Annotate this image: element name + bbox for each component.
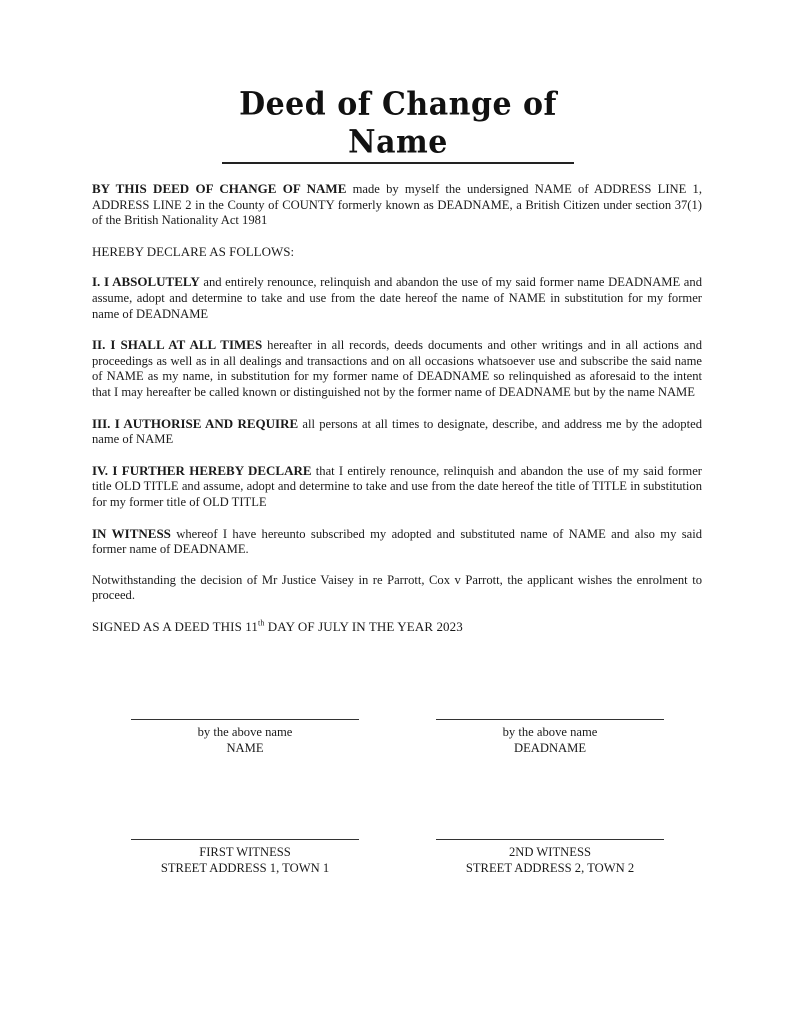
signature-line [436, 719, 664, 720]
witness-clause-text: whereof I have hereunto subscribed my adopted and substituted name of NAME and also my said former name of DEADNAME. [92, 526, 702, 557]
clause-2-lead: II. I SHALL AT ALL TIMES [92, 337, 263, 353]
signature-block-name [131, 719, 359, 756]
signature-name: DEADNAME [513, 741, 587, 755]
clause-1-lead: I. I ABSOLUTELY [92, 274, 200, 290]
signature-block-second-witness [436, 839, 664, 876]
clause-1-text: and entirely renounce, relinquish and abandon the use of my said former name DEADNAME and assume, adopt and determine to take and use from the date hereof the name of NAME in substitution for my former name of DEADNAME [92, 275, 702, 321]
signed-prefix: SIGNED AS A DEED THIS 11 [92, 618, 258, 634]
signature-caption: by the above name [502, 725, 598, 739]
witness-address: STREET ADDRESS 1, TOWN 1 [160, 861, 330, 875]
intro-lead: BY THIS DEED OF CHANGE OF NAME [92, 181, 347, 196]
signature-line [131, 839, 359, 840]
title-underline [222, 162, 574, 164]
declare-heading: HEREBY DECLARE AS FOLLOWS: [92, 243, 295, 259]
signed-ordinal: th [258, 618, 265, 628]
signature-caption: by the above name [197, 725, 293, 739]
clause-4 [92, 463, 702, 511]
witness-clause-lead: IN WITNESS [92, 525, 171, 541]
signature-line [131, 719, 359, 720]
signature-block-deadname [436, 719, 664, 756]
witness-label: FIRST WITNESS [199, 845, 291, 859]
signature-line [436, 839, 664, 840]
witness-address: STREET ADDRESS 2, TOWN 2 [465, 861, 635, 875]
clause-3-text: all persons at all times to designate, describe, and address me by the adopted name of NAME [92, 416, 702, 447]
signed-suffix: DAY OF JULY IN THE YEAR 2023 [264, 618, 463, 634]
signature-block-first-witness [131, 839, 359, 876]
clause-3-lead: III. I AUTHORISE AND REQUIRE [92, 415, 299, 431]
clause-4-text: that I entirely renounce, relinquish and abandon the use of my said former title OLD TITLE and assume, adopt and determine to take and use from the date hereof the title of TITLE in substitution for my former title of OLD TITLE [92, 463, 702, 509]
intro-text: made by myself the undersigned NAME of ADDRESS LINE 1, ADDRESS LINE 2 in the County of COUNTY formerly known as DEADNAME, a British Citizen under section 37(1) of the British Nationality Act 1981 [92, 182, 702, 228]
notwithstanding-paragraph: Notwithstanding the decision of Mr Justice Vaisey in re Parrott, Cox v Parrott, the applicant wishes the enrolment to proceed. [92, 572, 702, 603]
clause-4-lead: IV. I FURTHER HEREBY DECLARE [92, 462, 312, 478]
clause-1 [92, 274, 702, 322]
clause-2-text: hereafter in all records, deeds documents and other writings and in all actions and proceedings as well as in all dealings and transactions and on all occasions whatsoever use and subscribe the said name of NAME as my name, in substitution for my former name of DEADNAME so relinquished as aforesaid to the intent that I may hereafter be called known or distinguished not by the former name of DEADNAME but by the name NAME [92, 338, 702, 399]
signature-name: NAME [226, 741, 264, 755]
document-title: Deed of Change of Name [239, 86, 557, 161]
signed-statement [92, 619, 702, 635]
clause-3 [92, 416, 702, 448]
witness-label: 2ND WITNESS [509, 845, 591, 859]
witness-clause [92, 526, 702, 558]
document-body [92, 181, 702, 649]
intro-paragraph [92, 181, 702, 229]
document-title-block [222, 88, 574, 164]
clause-2 [92, 337, 702, 400]
